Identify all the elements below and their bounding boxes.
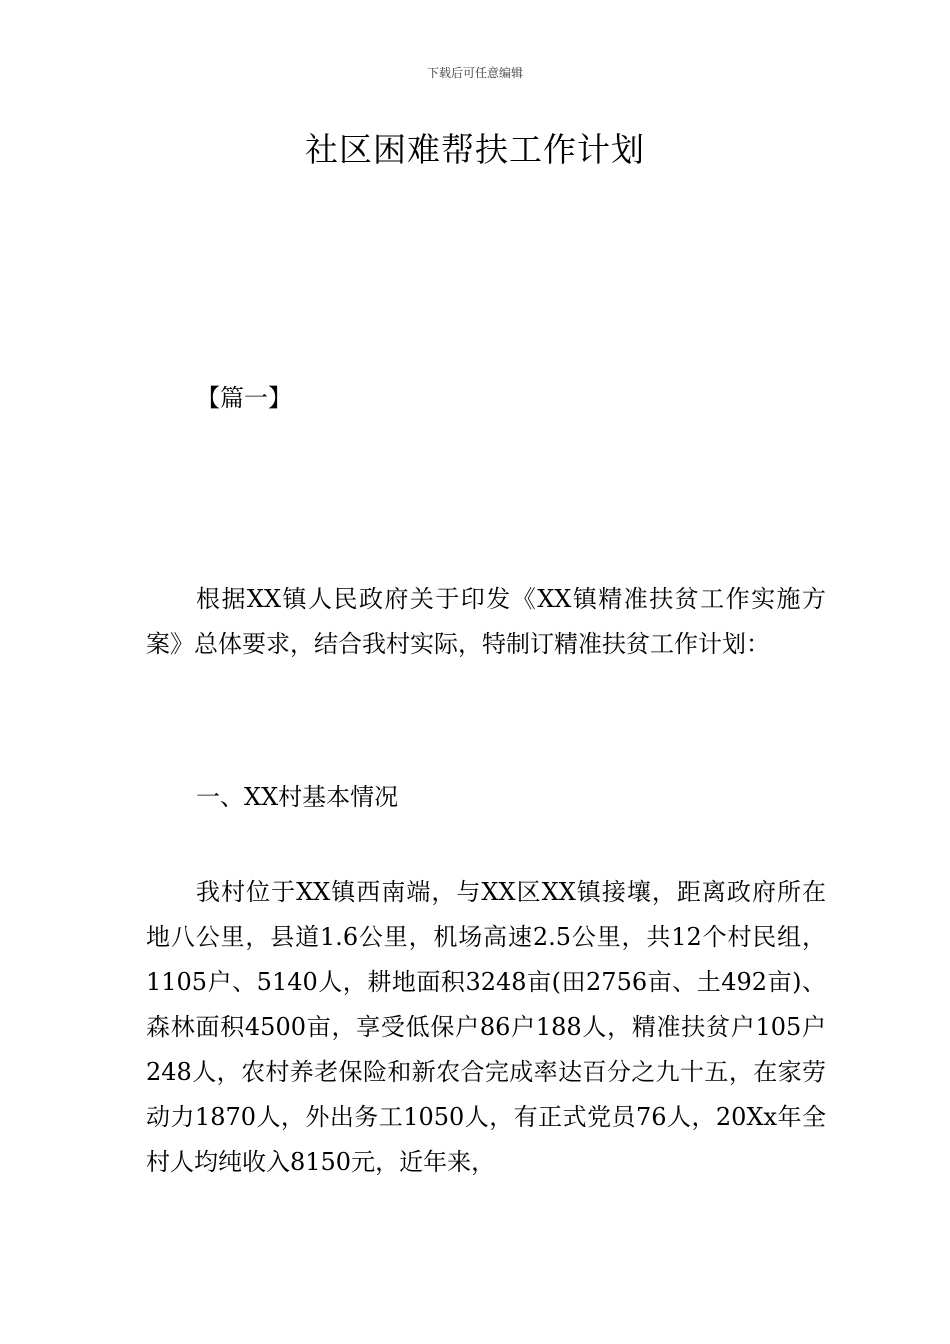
section-heading: 一、XX村基本情况	[196, 783, 399, 811]
document-title: 社区困难帮扶工作计划	[305, 130, 645, 169]
intro-paragraph: 根据XX镇人民政府关于印发《XX镇精准扶贫工作实施方案》总体要求，结合我村实际，特制订精准扶贫工作计划：	[146, 585, 826, 658]
body-paragraph: 我村位于XX镇西南端，与XX区XX镇接壤，距离政府所在地八公里，县道1.6公里，机场高速2.5公里，共12个村民组，1105户、5140人，耕地面积3248亩(田2756亩、土492亩)、森林面积4500亩，享受低保户86户188人，精准扶贫户105户248人，农村养老保险和新农合完成率达百分之九十五，在家劳动力1870人，外出务工1050人，有正式党员76人，20Xx年全村人均纯收入8150元，近年来，	[146, 878, 826, 1176]
header-note: 下载后可任意编辑	[426, 66, 523, 80]
section-label: 【篇一】	[196, 384, 292, 412]
